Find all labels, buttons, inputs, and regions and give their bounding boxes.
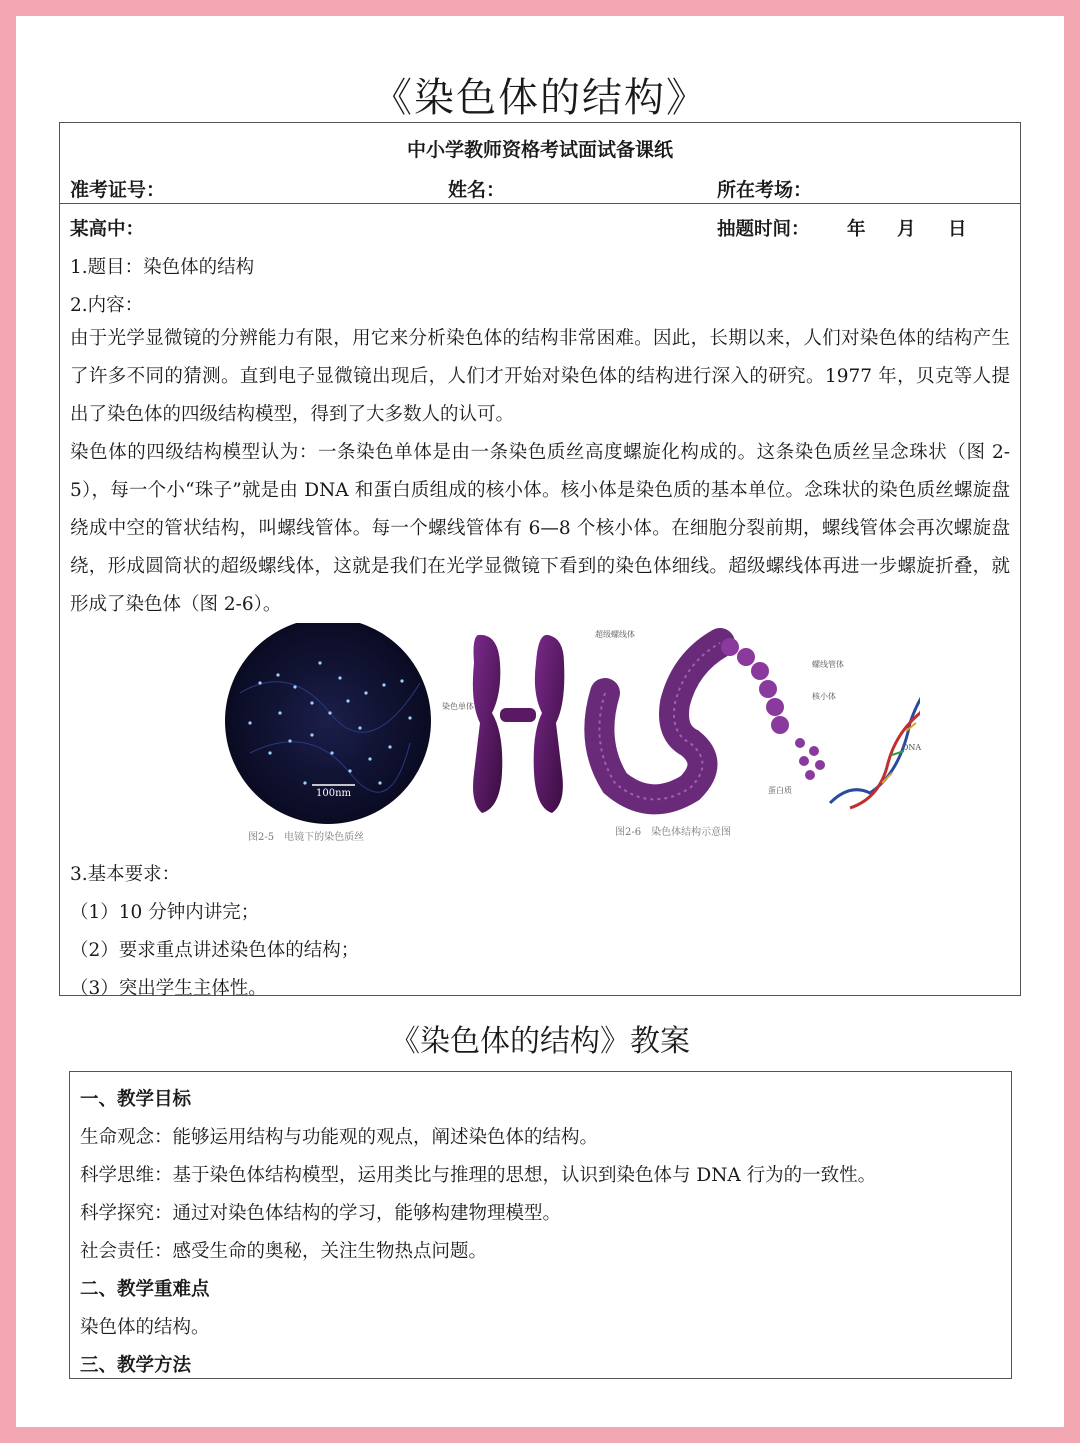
content-label: 2.内容：	[70, 295, 144, 316]
figure-caption-left: 图2-5 电镜下的染色质丝	[248, 832, 365, 843]
label-solenoid: 螺线管体	[812, 660, 844, 669]
goal-life-concept: 生命观念：能够运用结构与功能观的观点，阐述染色体的结构。	[80, 1127, 599, 1148]
label-supercoil: 超级螺线体	[595, 630, 635, 639]
supercoil-illustration	[599, 643, 720, 799]
goal-social-responsibility: 社会责任：感受生命的奥秘，关注生物热点问题。	[80, 1241, 488, 1262]
label-dna: DNA	[902, 743, 922, 752]
dna-helix	[830, 673, 920, 808]
name-label: 姓名：	[448, 179, 506, 201]
requirements-label: 3.基本要求：	[70, 864, 181, 885]
key-point-text: 染色体的结构。	[80, 1317, 210, 1338]
requirement-2: （2）要求重点讲述染色体的结构；	[70, 940, 360, 961]
section-key-points: 二、教学重难点	[80, 1279, 210, 1300]
goal-scientific-thinking: 科学思维：基于染色体结构模型，运用类比与推理的思想，认识到染色体与 DNA 行为的一致性。	[80, 1165, 877, 1186]
section-teaching-methods: 三、教学方法	[80, 1355, 192, 1376]
draw-time-label: 抽题时间：	[717, 219, 810, 240]
header-divider	[60, 203, 1020, 204]
chromosome-figure	[220, 623, 920, 848]
month-label: 月	[897, 219, 916, 240]
content-paragraph-1: 由于光学显微镜的分辨能力有限，用它来分析染色体的结构非常困难。因此，长期以来，人们对染色体的结构产生了许多不同的猜测。直到电子显微镜出现后，人们才开始对染色体的结构进行深入的研究。1977 年，贝克等人提出了染色体的四级结构模型，得到了大多数人的认可。	[70, 328, 1010, 425]
form-title: 中小学教师资格考试面试备课纸	[406, 139, 673, 161]
chromosome-illustration	[473, 635, 564, 813]
nucleosome-chain	[721, 638, 825, 780]
section-teaching-goals: 一、教学目标	[80, 1089, 192, 1110]
content-paragraph-2: 染色体的四级结构模型认为：一条染色单体是由一条染色质丝高度螺旋化构成的。这条染色质丝呈念珠状（图 2-5），每一个小“珠子”就是由 DNA 和蛋白质组成的核小体。核小体是染色质的基本单位。念珠状的染色质丝螺旋盘绕成中空的管状结构，叫螺线管体。每一个螺线管体有 6—8 个核小体。在细胞分裂前期，螺线管体会再次螺旋盘绕，形成圆筒状的超级螺线体，这就是我们在光学显微镜下看到的染色体细线。超级螺线体再进一步螺旋折叠，就形成了染色体（图 2-6）。	[70, 442, 1010, 615]
document-sheet	[16, 16, 1064, 1427]
lesson-plan-title: 《染色体的结构》教案	[390, 1024, 690, 1059]
figure-caption-right: 图2-6 染色体结构示意图	[615, 827, 732, 838]
requirement-3: （3）突出学生主体性。	[70, 978, 267, 999]
day-label: 日	[948, 219, 967, 240]
requirement-1: （1）10 分钟内讲完；	[70, 902, 260, 923]
lesson-plan-box	[69, 1071, 1012, 1379]
label-chromatid: 染色单体	[442, 702, 474, 711]
year-label: 年	[847, 219, 866, 240]
micrograph-image	[225, 623, 431, 824]
school-label: 某高中：	[70, 219, 145, 240]
page-title: 《染色体的结构》	[372, 75, 708, 121]
label-nucleosome: 核小体	[812, 692, 836, 701]
topic-line: 1.题目：染色体的结构	[70, 257, 255, 278]
exam-venue-label: 所在考场：	[717, 179, 813, 201]
prep-form-box	[59, 122, 1021, 999]
admission-number-label: 准考证号：	[70, 179, 166, 201]
goal-scientific-inquiry: 科学探究：通过对染色体结构的学习，能够构建物理模型。	[80, 1203, 562, 1224]
scale-bar-label: 100nm	[316, 788, 352, 799]
chromosome-figure-illustration	[220, 623, 920, 848]
label-protein: 蛋白质	[768, 786, 792, 795]
